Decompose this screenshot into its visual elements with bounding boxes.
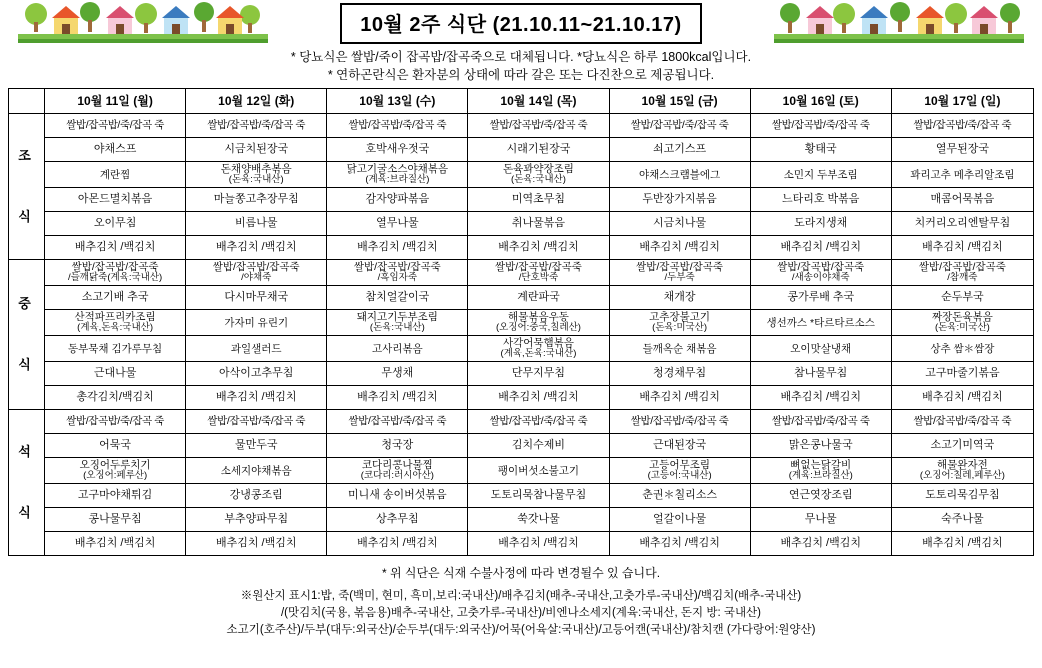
menu-cell — [327, 162, 468, 188]
menu-cell: 도라지생채 — [750, 212, 891, 236]
decoration-left — [18, 0, 268, 46]
menu-cell: 쌀밥/잡곡밥/죽/잡곡 죽 — [609, 410, 750, 434]
menu-cell — [468, 458, 609, 484]
menu-origin: (코다리:러시아산) — [360, 470, 434, 482]
meal-label-lunch — [9, 260, 45, 410]
menu-sub: /새송이야채죽 — [791, 272, 850, 284]
menu-cell — [609, 310, 750, 336]
menu-cell: 아몬드멸치볶음 — [45, 188, 186, 212]
menu-cell: 부추양파무침 — [186, 508, 327, 532]
menu-cell: 단무지무침 — [468, 362, 609, 386]
menu-cell: 쌀밥/잡곡밥/죽/잡곡 죽 — [468, 114, 609, 138]
menu-cell — [186, 310, 327, 336]
menu-main: 소민지 두부조림 — [783, 168, 858, 181]
menu-origin: (오징어:페루산) — [83, 470, 148, 482]
menu-cell: 쌀밥/잡곡밥/죽/잡곡 죽 — [186, 114, 327, 138]
menu-cell: 배추김치 /백김치 — [186, 236, 327, 260]
menu-cell: 배추김치 /백김치 — [186, 532, 327, 556]
menu-main: 쌀밥/잡곡밥/잡곡죽 — [918, 261, 1006, 274]
menu-cell: 근대나물 — [45, 362, 186, 386]
menu-cell — [327, 458, 468, 484]
menu-cell: 배추김치 /백김치 — [750, 386, 891, 410]
menu-cell: 춘권＊칠리소스 — [609, 484, 750, 508]
menu-main: 소세지야채볶음 — [220, 464, 292, 477]
menu-cell — [468, 260, 609, 286]
table-row — [9, 236, 1034, 260]
menu-cell — [891, 310, 1033, 336]
menu-cell: 미역초무침 — [468, 188, 609, 212]
menu-main: 코다리콩나물찜 — [361, 459, 433, 472]
menu-cell — [750, 458, 891, 484]
menu-cell — [609, 458, 750, 484]
menu-cell: 배추김치 /백김치 — [891, 236, 1033, 260]
table-row — [9, 458, 1034, 484]
menu-cell — [750, 260, 891, 286]
menu-cell: 도토리묵김무침 — [891, 484, 1033, 508]
menu-cell: 배추김치 /백김치 — [891, 386, 1033, 410]
menu-cell — [609, 260, 750, 286]
menu-cell: 도토리묵참나물무침 — [468, 484, 609, 508]
menu-cell: 쌀밥/잡곡밥/죽/잡곡 죽 — [186, 410, 327, 434]
menu-cell: 쑥갓나물 — [468, 508, 609, 532]
menu-origin: (오징어:칠레,페루산) — [919, 470, 1005, 482]
menu-cell — [186, 336, 327, 362]
menu-cell: 배추김치 /백김치 — [609, 532, 750, 556]
table-row — [9, 410, 1034, 434]
menu-cell: 참치얼갈이국 — [327, 286, 468, 310]
meal-label-char-1: 식 — [18, 356, 35, 372]
menu-cell: 배추김치 /백김치 — [468, 532, 609, 556]
menu-cell: 쌀밥/잡곡밥/죽/잡곡 죽 — [750, 410, 891, 434]
menu-cell: 총각김치/백김치 — [45, 386, 186, 410]
meal-label-char-0: 석 — [18, 444, 35, 460]
menu-main: 상추 쌈＊쌈장 — [930, 342, 995, 355]
day-header-0: 10월 11일 (월) — [45, 89, 186, 114]
menu-cell: 청경채무침 — [609, 362, 750, 386]
menu-cell — [45, 458, 186, 484]
menu-main: 쌀밥/잡곡밥/잡곡죽 — [777, 261, 865, 274]
day-header-2: 10월 13일 (수) — [327, 89, 468, 114]
menu-cell — [45, 310, 186, 336]
day-header-1: 10월 12일 (화) — [186, 89, 327, 114]
menu-cell: 채개장 — [609, 286, 750, 310]
menu-cell: 쌀밥/잡곡밥/죽/잡곡 죽 — [468, 410, 609, 434]
menu-main: 팽이버섯소불고기 — [497, 464, 580, 477]
menu-cell: 김치수제비 — [468, 434, 609, 458]
menu-cell — [45, 162, 186, 188]
menu-cell: 상추무침 — [327, 508, 468, 532]
menu-cell: 콩나물무침 — [45, 508, 186, 532]
page-title: 10월 2주 식단 (21.10.11~21.10.17) — [360, 13, 682, 36]
corner-cell — [9, 89, 45, 114]
menu-main: 돼지고기두부조림 — [356, 311, 438, 324]
menu-cell: 배추김치 /백김치 — [186, 386, 327, 410]
table-row — [9, 260, 1034, 286]
table-row — [9, 508, 1034, 532]
menu-cell: 순두부국 — [891, 286, 1033, 310]
day-header-3: 10월 14일 (목) — [468, 89, 609, 114]
menu-cell: 야채스프 — [45, 138, 186, 162]
menu-main: 사각어묵햄볶음 — [502, 337, 574, 350]
table-row — [9, 386, 1034, 410]
decoration-right — [774, 0, 1024, 46]
menu-origin: (돈육:국내산) — [511, 174, 566, 186]
menu-cell: 무나물 — [750, 508, 891, 532]
menu-cell: 열무된장국 — [891, 138, 1033, 162]
menu-origin: (오징어:중국,칠레산) — [495, 322, 581, 334]
menu-cell: 배추김치 /백김치 — [327, 532, 468, 556]
menu-cell — [750, 162, 891, 188]
menu-main: 산적파프리카조림 — [74, 311, 156, 324]
menu-main: 고등어무조림 — [649, 459, 711, 472]
origin-line-1: ※원산지 표시1:밥, 죽(백미, 현미, 흑미,보리:국내산)/배추김치(배추-국내산,고춧가루-국내산)/백김치(배추-국내산) — [240, 590, 802, 603]
menu-cell: 아삭이고추무침 — [186, 362, 327, 386]
menu-cell: 감자양파볶음 — [327, 188, 468, 212]
menu-origin: (돈육:국내산) — [369, 322, 425, 334]
menu-sub: /참깨죽 — [947, 272, 978, 284]
menu-sub: /흑임자죽 — [377, 272, 418, 284]
table-row — [9, 434, 1034, 458]
menu-origin: (돈육:미국산) — [652, 322, 708, 334]
menu-cell: 쌀밥/잡곡밥/죽/잡곡 죽 — [891, 410, 1033, 434]
menu-cell: 배추김치 /백김치 — [609, 386, 750, 410]
meal-label-char-1: 식 — [18, 208, 35, 224]
menu-main: 고사리볶음 — [371, 342, 423, 355]
meal-label-char-1: 식 — [18, 504, 35, 520]
menu-cell: 시금치된장국 — [186, 138, 327, 162]
menu-cell: 얼갈이나물 — [609, 508, 750, 532]
menu-cell: 청국장 — [327, 434, 468, 458]
menu-origin: (돈육:국내산) — [228, 174, 284, 186]
menu-cell — [186, 260, 327, 286]
menu-origin: (계육:브라질산) — [365, 174, 430, 186]
menu-origin: (돈육:미국산) — [934, 322, 990, 334]
menu-cell: 쌀밥/잡곡밥/죽/잡곡 죽 — [45, 114, 186, 138]
menu-cell: 매콤어묵볶음 — [891, 188, 1033, 212]
menu-cell: 배추김치 /백김치 — [750, 236, 891, 260]
menu-cell: 무생채 — [327, 362, 468, 386]
header-band — [8, 0, 1034, 46]
footer — [8, 564, 1034, 638]
menu-cell — [609, 162, 750, 188]
menu-cell: 소고기배 추국 — [45, 286, 186, 310]
menu-cell — [891, 260, 1033, 286]
menu-cell: 참나물무침 — [750, 362, 891, 386]
table-row — [9, 484, 1034, 508]
menu-cell: 배추김치 /백김치 — [609, 236, 750, 260]
menu-cell: 쇠고기스프 — [609, 138, 750, 162]
menu-main: 들깨옥순 채볶음 — [642, 342, 717, 355]
menu-cell: 쌀밥/잡곡밥/죽/잡곡 죽 — [327, 410, 468, 434]
menu-cell: 쌀밥/잡곡밥/죽/잡곡 죽 — [609, 114, 750, 138]
menu-main: 해물볶음우동 — [508, 311, 569, 324]
menu-cell: 비름나물 — [186, 212, 327, 236]
menu-cell: 호박새우젓국 — [327, 138, 468, 162]
menu-cell: 시금치나물 — [609, 212, 750, 236]
table-row — [9, 138, 1034, 162]
menu-cell: 콩가루배 추국 — [750, 286, 891, 310]
page-title-box — [340, 3, 701, 44]
menu-cell — [750, 310, 891, 336]
menu-cell: 다시마무채국 — [186, 286, 327, 310]
menu-cell — [891, 458, 1033, 484]
menu-main: 뼈없는닭갈비 — [790, 459, 852, 472]
table-row — [9, 532, 1034, 556]
note-line-1: * 당뇨식은 쌀밥/죽이 잡곡밥/잡곡죽으로 대체됩니다. *당뇨식은 하루 1800kcal입니다. — [290, 50, 752, 64]
menu-cell: 계란파국 — [468, 286, 609, 310]
menu-main: 꽈리고추 메추리알조림 — [910, 168, 1015, 181]
meal-label-breakfast — [9, 114, 45, 260]
menu-main: 돈육꽈약장조림 — [502, 163, 574, 176]
origin-line-3: 소고기(호주산)/두부(대두:외국산)/순두부(대두:외국산)/어묵(어육살:국내산)/고등어캔(국내산)/참치캔 (가다랑어:원양산) — [226, 623, 816, 636]
table-row — [9, 162, 1034, 188]
menu-main: 야채스크램블에그 — [639, 168, 721, 181]
menu-cell — [468, 162, 609, 188]
menu-cell: 고구마야채튀김 — [45, 484, 186, 508]
menu-cell: 배추김치 /백김치 — [468, 236, 609, 260]
meal-label-char-0: 중 — [18, 296, 35, 312]
menu-main: 생선까스 *타르타르소스 — [766, 316, 875, 329]
menu-cell — [45, 336, 186, 362]
menu-cell — [468, 310, 609, 336]
menu-cell — [327, 336, 468, 362]
menu-cell: 미니새 송이버섯볶음 — [327, 484, 468, 508]
menu-main: 오징어두루치기 — [79, 459, 151, 472]
menu-origin: (계육:브라질산) — [788, 470, 853, 482]
menu-origin: (계육,돈육:국내산) — [77, 322, 154, 334]
table-header-row — [9, 89, 1034, 114]
menu-main: 짜장돈육볶음 — [931, 311, 993, 324]
menu-cell: 강냉콩조림 — [186, 484, 327, 508]
menu-cell — [468, 336, 609, 362]
menu-origin: (계육,돈육:국내산) — [500, 348, 577, 360]
menu-cell — [609, 336, 750, 362]
menu-main: 가자미 유린기 — [224, 316, 289, 329]
menu-cell: 열무나물 — [327, 212, 468, 236]
menu-cell: 숙주나물 — [891, 508, 1033, 532]
menu-cell: 배추김치 /백김치 — [750, 532, 891, 556]
menu-main: 동부묵채 김가루무침 — [67, 342, 163, 355]
menu-cell: 연근엿장조림 — [750, 484, 891, 508]
note-line-2: * 연하곤란식은 환자분의 상태에 따라 갈은 또는 다진찬으로 제공됩니다. — [327, 68, 715, 83]
menu-cell: 치커리오리엔탈무침 — [891, 212, 1033, 236]
menu-cell: 오이무침 — [45, 212, 186, 236]
menu-cell: 배추김치 /백김치 — [45, 236, 186, 260]
menu-cell: 맑은콩나물국 — [750, 434, 891, 458]
menu-cell — [45, 260, 186, 286]
menu-table — [8, 88, 1034, 556]
table-row — [9, 362, 1034, 386]
menu-cell: 배추김치 /백김치 — [891, 532, 1033, 556]
menu-main: 해물완자전 — [937, 459, 988, 472]
menu-sub: /단호박죽 — [518, 272, 559, 284]
menu-cell: 쌀밥/잡곡밥/죽/잡곡 죽 — [750, 114, 891, 138]
menu-cell: 배추김치 /백김치 — [45, 532, 186, 556]
menu-main: 오이맛살냉채 — [790, 342, 852, 355]
menu-cell: 마늘쫑고추장무침 — [186, 188, 327, 212]
menu-cell: 어묵국 — [45, 434, 186, 458]
menu-cell — [327, 260, 468, 286]
header-notes — [8, 48, 1034, 84]
menu-cell: 쌀밥/잡곡밥/죽/잡곡 죽 — [891, 114, 1033, 138]
menu-cell: 취나물볶음 — [468, 212, 609, 236]
footer-note: * 위 식단은 식재 수불사정에 따라 변경될수 있 습니다. — [381, 566, 661, 581]
table-row — [9, 310, 1034, 336]
day-header-6: 10월 17일 (일) — [891, 89, 1033, 114]
menu-main: 쌀밥/잡곡밥/잡곡죽 — [353, 261, 441, 274]
menu-main: 돈채양배추볶음 — [220, 163, 292, 176]
menu-cell: 쌀밥/잡곡밥/죽/잡곡 죽 — [327, 114, 468, 138]
menu-main: 계란찜 — [99, 168, 131, 181]
menu-sub: /두부죽 — [664, 272, 695, 284]
menu-cell: 소고기미역국 — [891, 434, 1033, 458]
menu-sub: /들깨닭죽(계육:국내산) — [67, 272, 163, 284]
origin-line-2: /(맛김치(국용, 볶음용)배추-국내산, 고춧가루-국내산)/비엔나소세지(계육:국내산, 돈지 방: 국내산) — [280, 606, 761, 619]
table-row — [9, 188, 1034, 212]
menu-main: 과일샐러드 — [230, 342, 282, 355]
menu-main: 닭고기굴소스야채볶음 — [346, 163, 449, 176]
menu-cell — [327, 310, 468, 336]
menu-main: 쌀밥/잡곡밥/잡곡죽 — [636, 261, 724, 274]
menu-cell — [186, 458, 327, 484]
menu-cell — [186, 162, 327, 188]
day-header-4: 10월 15일 (금) — [609, 89, 750, 114]
day-header-5: 10월 16일 (토) — [750, 89, 891, 114]
menu-main: 쌀밥/잡곡밥/잡곡죽 — [494, 261, 582, 274]
menu-cell: 느타리호 박볶음 — [750, 188, 891, 212]
menu-cell: 근대된장국 — [609, 434, 750, 458]
menu-cell: 시래기된장국 — [468, 138, 609, 162]
menu-cell: 황태국 — [750, 138, 891, 162]
menu-main: 고추장불고기 — [649, 311, 711, 324]
menu-cell: 배추김치 /백김치 — [327, 236, 468, 260]
menu-cell — [891, 336, 1033, 362]
table-row — [9, 114, 1034, 138]
menu-cell: 쌀밥/잡곡밥/죽/잡곡 죽 — [45, 410, 186, 434]
menu-cell: 배추김치 /백김치 — [468, 386, 609, 410]
menu-sub: /야채죽 — [241, 272, 272, 284]
menu-main: 쌀밥/잡곡밥/잡곡죽 — [71, 261, 159, 274]
menu-cell — [750, 336, 891, 362]
menu-origin: (고등어:국내산) — [647, 470, 712, 482]
menu-cell: 배추김치 /백김치 — [327, 386, 468, 410]
menu-cell: 물만두국 — [186, 434, 327, 458]
menu-cell — [891, 162, 1033, 188]
meal-label-char-0: 조 — [18, 148, 35, 164]
table-row — [9, 336, 1034, 362]
menu-main: 쌀밥/잡곡밥/잡곡죽 — [212, 261, 300, 274]
table-row — [9, 212, 1034, 236]
menu-cell: 두반장가지볶음 — [609, 188, 750, 212]
menu-cell: 고구마줄기볶음 — [891, 362, 1033, 386]
table-row — [9, 286, 1034, 310]
meal-label-dinner — [9, 410, 45, 556]
